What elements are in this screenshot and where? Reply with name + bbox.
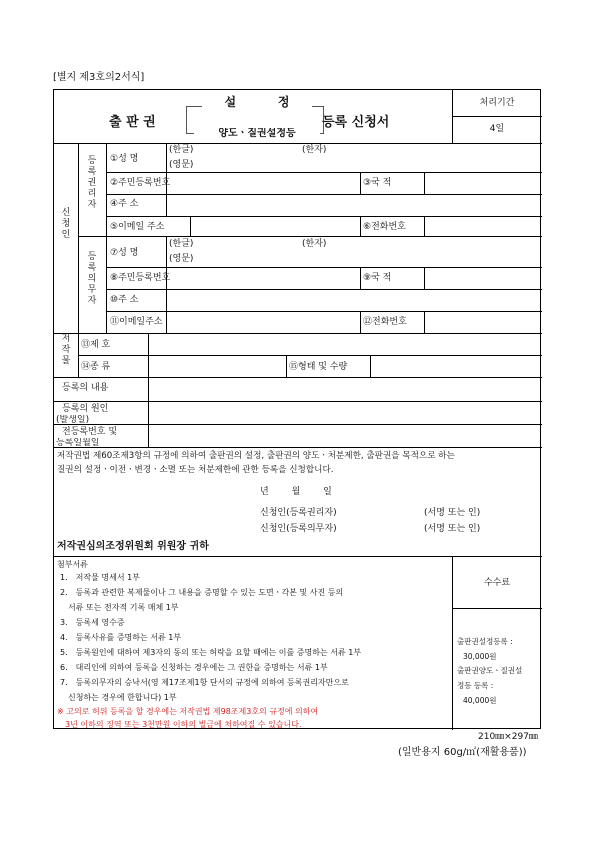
attachment-item: 5． 등록원인에 대하여 제3자의 동의 또는 허락을 요할 때에는 이를 증명하는 서류 1부 [60,648,362,657]
holder-rrn-label: ②주민등록번호 [110,178,171,188]
fee-transfer-amount: 40,000원 [463,696,497,705]
content-label: 등록의 내용 [62,383,109,393]
holder-email-label: ⑤이메일 주소 [110,222,165,232]
obligor-hanja: (한자) [302,239,327,249]
cause-label: 등록의 원인 [62,404,109,414]
content-field[interactable] [150,379,540,399]
declaration-date: 년 월 일 [260,487,332,497]
obligor-english: (영문) [169,254,194,264]
holder-nationality-label: ③국 적 [363,178,392,188]
attachments-label: 첨부서류 [57,560,88,569]
holder-korean: (한글) [169,145,194,155]
work-title-field[interactable] [150,335,540,353]
obligor-nationality-label: ⑨국 적 [363,273,392,283]
obligor-name-field[interactable] [168,252,450,264]
paper-spec: (일반용지 60g/㎡(재활용품)) [398,747,527,758]
prev-registration-sub: 등록일월일 [56,438,100,446]
holder-hanja: (한자) [302,145,327,155]
cause-field[interactable] [150,403,540,423]
attachment-item: 1． 저작물 명세서 1부 [60,573,140,582]
holder-label: 등 록 권 리 자 [87,156,97,210]
obligor-nationality-field[interactable] [426,269,540,287]
obligor-address-label: ⑩주 소 [110,295,139,305]
obligor-name-label: ⑦성 명 [110,248,139,258]
warning-line1: ※ 고의로 허위 등록을 할 경우에는 저작권법 제98조제3호의 규정에 의하여 [57,707,319,716]
obligor-rrn-label: ⑧주민등록번호 [110,273,171,283]
work-type-label: ⑭종 류 [81,362,111,372]
paper-size: 210㎜×297㎜ [478,732,538,742]
holder-name-label: ①성 명 [110,154,139,164]
attachment-item: 2． 등록과 관련한 복제물이나 그 내용을 증명할 수 있는 도면ㆍ각본 및 사진 등의 [60,588,344,597]
work-label: 저 작 물 [61,334,71,366]
obligor-phone-label: ⑫전화번호 [363,317,407,327]
title-box-bottom: 양도ㆍ질권설정등 [194,128,320,138]
obligor-label: 등 록 의 무 자 [87,252,97,306]
holder-email-field[interactable] [192,218,358,234]
holder-address-field[interactable] [168,196,540,214]
fee-transfer-label1: 출판권양도ㆍ질권설 [457,666,523,675]
processing-label: 처리기간 [479,98,515,108]
holder-sign-note: (서명 또는 인) [424,508,481,518]
obligor-phone-field[interactable] [426,313,540,331]
attachment-item: 6． 대리인에 의하여 등록을 신청하는 경우에는 그 권한을 증명하는 서류 1부 [60,663,328,672]
obligor-korean: (한글) [169,239,194,249]
holder-sign-label: 신청인(등록권리자) [260,508,337,518]
applicant-label: 신 청 인 [61,208,71,240]
application-form [53,89,541,729]
holder-english: (영문) [169,160,194,170]
work-type-field[interactable] [150,357,284,375]
form-id: [별지 제3호의2서식] [53,72,145,83]
fee-setting-label: 출판권설정등록 : [457,637,513,646]
holder-phone-label: ⑥전화번호 [363,222,406,232]
warning-line2: 3년 이하의 징역 또는 3천만원 이하의 벌금에 처하여질 수 있습니다. [65,720,302,728]
holder-rrn-field[interactable] [168,174,358,192]
title-box-top: 설 정 [202,93,312,110]
fee-setting-amount: 30,000원 [463,652,497,661]
holder-address-label: ④주 소 [110,199,139,209]
attachment-item: 3． 등록세 영수증 [60,618,125,627]
attachment-item: 4． 등록사유를 증명하는 서류 1부 [60,633,182,642]
obligor-address-field[interactable] [168,291,540,309]
obligor-sign-label: 신청인(등록의무자) [260,524,337,534]
prev-registration-field[interactable] [150,426,540,446]
fee-label: 수수료 [483,578,511,588]
work-title-label: ⑬제 호 [81,340,111,350]
holder-nationality-field[interactable] [426,174,540,192]
obligor-rrn-field[interactable] [168,269,358,287]
obligor-sign-note: (서명 또는 인) [424,524,481,534]
title-suffix: 등록 신청서 [322,115,390,130]
holder-name-field[interactable] [168,158,450,170]
attachment-item: 7． 등록의무자의 승낙서(영 제17조제1항 단서의 규정에 의하여 등록권리자만으로 [60,678,349,687]
cause-sub: (발생일) [56,415,90,423]
obligor-email-field[interactable] [168,313,358,331]
attachment-item: 서류 또는 전자적 기록 매체 1부 [68,603,179,612]
holder-phone-field[interactable] [426,218,540,234]
work-form-label: ⑮형태 및 수량 [289,362,348,372]
title-prefix: 출 판 권 [109,115,156,130]
declaration-line1: 저작권법 제60조제3항의 규정에 의하여 출판권의 설정, 출판권의 양도ㆍ처분제한, 출판권을 목적으로 하는 [57,451,455,461]
recipient: 저작권심의조정위원회 위원장 귀하 [57,541,209,552]
processing-value: 4일 [489,124,505,134]
prev-registration-label: 전등록번호 및 [62,427,118,437]
work-form-field[interactable] [372,357,540,375]
attachment-item: 신청하는 경우에 한합니다) 1부 [68,693,177,702]
declaration-line2: 질권의 설정ㆍ이전ㆍ변경ㆍ소멸 또는 처분제한에 관한 등록을 신청합니다. [57,465,334,475]
fee-transfer-label2: 정등 등록 : [457,681,494,690]
obligor-email-label: ⑪이메일주소 [110,317,163,327]
